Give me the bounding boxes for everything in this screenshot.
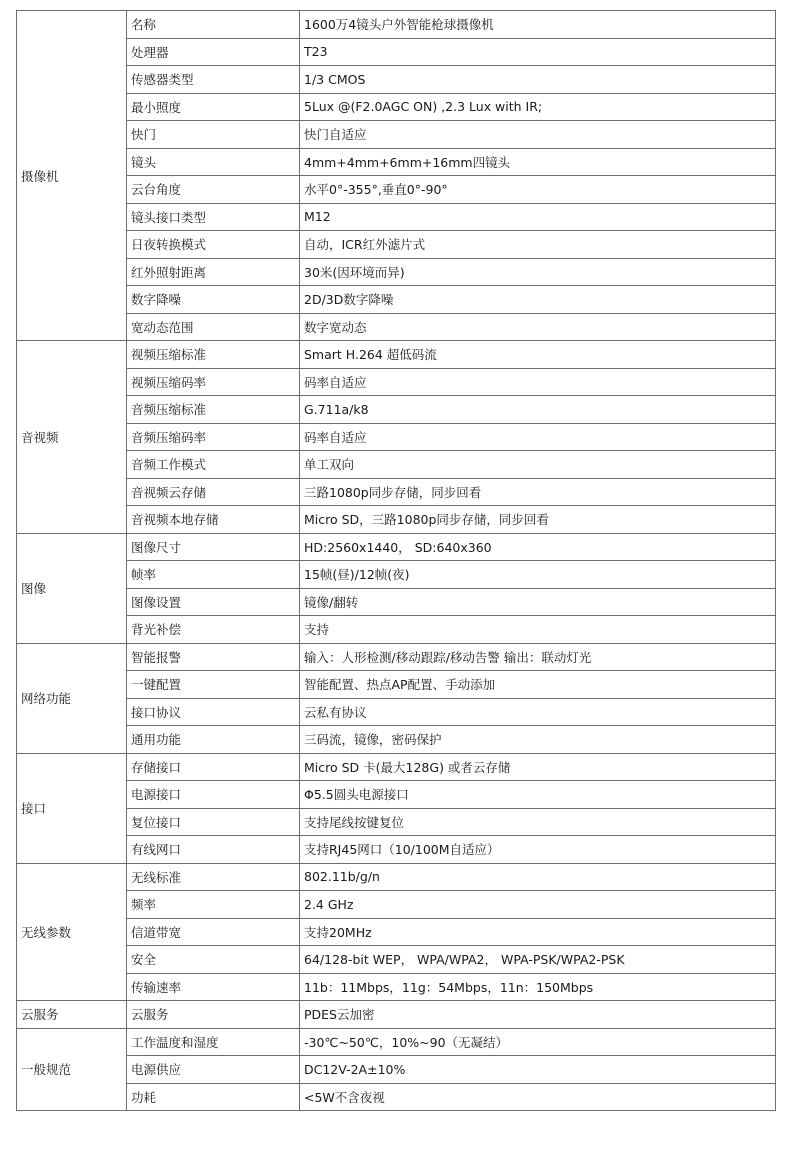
spec-label: 宽动态范围 bbox=[127, 313, 300, 341]
spec-value: T23 bbox=[300, 38, 776, 66]
spec-label: 快门 bbox=[127, 121, 300, 149]
spec-value: 2D/3D数字降噪 bbox=[300, 286, 776, 314]
spec-value: 云私有协议 bbox=[300, 698, 776, 726]
spec-row bbox=[17, 11, 776, 39]
section-category: 摄像机 bbox=[17, 11, 127, 341]
spec-row bbox=[17, 203, 776, 231]
spec-label: 处理器 bbox=[127, 38, 300, 66]
spec-value: 5Lux @(F2.0AGC ON) ,2.3 Lux with IR; bbox=[300, 93, 776, 121]
section-category: 云服务 bbox=[17, 1001, 127, 1029]
spec-value: <5W不含夜视 bbox=[300, 1083, 776, 1111]
spec-row bbox=[17, 726, 776, 754]
spec-value: DC12V-2A±10% bbox=[300, 1056, 776, 1084]
spec-row bbox=[17, 1028, 776, 1056]
spec-row bbox=[17, 176, 776, 204]
spec-value: 1600万4镜头户外智能枪球摄像机 bbox=[300, 11, 776, 39]
spec-label: 红外照射距离 bbox=[127, 258, 300, 286]
spec-value: 支持RJ45网口（10/100M自适应） bbox=[300, 836, 776, 864]
spec-label: 数字降噪 bbox=[127, 286, 300, 314]
spec-row bbox=[17, 231, 776, 259]
spec-value: HD:2560x1440， SD:640x360 bbox=[300, 533, 776, 561]
spec-table bbox=[16, 10, 776, 1111]
spec-row bbox=[17, 313, 776, 341]
spec-label: 传感器类型 bbox=[127, 66, 300, 94]
spec-value: 自动，ICR红外滤片式 bbox=[300, 231, 776, 259]
section-category: 无线参数 bbox=[17, 863, 127, 1001]
spec-label: 音视频本地存储 bbox=[127, 506, 300, 534]
spec-row bbox=[17, 561, 776, 589]
spec-label: 信道带宽 bbox=[127, 918, 300, 946]
spec-value: 单工双向 bbox=[300, 451, 776, 479]
spec-row bbox=[17, 891, 776, 919]
spec-row bbox=[17, 368, 776, 396]
spec-row bbox=[17, 396, 776, 424]
section-category: 音视频 bbox=[17, 341, 127, 534]
spec-row bbox=[17, 808, 776, 836]
spec-row bbox=[17, 698, 776, 726]
spec-row bbox=[17, 258, 776, 286]
spec-row bbox=[17, 836, 776, 864]
spec-value: 输入：人形检测/移动跟踪/移动告警 输出：联动灯光 bbox=[300, 643, 776, 671]
spec-value: 数字宽动态 bbox=[300, 313, 776, 341]
spec-value: Micro SD，三路1080p同步存储，同步回看 bbox=[300, 506, 776, 534]
spec-label: 接口协议 bbox=[127, 698, 300, 726]
spec-row bbox=[17, 121, 776, 149]
spec-row bbox=[17, 753, 776, 781]
spec-value: 快门自适应 bbox=[300, 121, 776, 149]
spec-label: 镜头接口类型 bbox=[127, 203, 300, 231]
spec-row bbox=[17, 863, 776, 891]
spec-value: 15帧(昼)/12帧(夜) bbox=[300, 561, 776, 589]
spec-label: 安全 bbox=[127, 946, 300, 974]
spec-value: 镜像/翻转 bbox=[300, 588, 776, 616]
spec-value: 三路1080p同步存储，同步回看 bbox=[300, 478, 776, 506]
spec-row bbox=[17, 341, 776, 369]
spec-label: 名称 bbox=[127, 11, 300, 39]
spec-label: 频率 bbox=[127, 891, 300, 919]
spec-value: 三码流，镜像，密码保护 bbox=[300, 726, 776, 754]
spec-label: 工作温度和湿度 bbox=[127, 1028, 300, 1056]
spec-row bbox=[17, 451, 776, 479]
spec-row bbox=[17, 671, 776, 699]
spec-row bbox=[17, 973, 776, 1001]
spec-row bbox=[17, 643, 776, 671]
spec-value: -30℃~50℃，10%~90（无凝结） bbox=[300, 1028, 776, 1056]
spec-value: 4mm+4mm+6mm+16mm四镜头 bbox=[300, 148, 776, 176]
spec-row bbox=[17, 66, 776, 94]
spec-label: 智能报警 bbox=[127, 643, 300, 671]
spec-label: 最小照度 bbox=[127, 93, 300, 121]
spec-value: PDES云加密 bbox=[300, 1001, 776, 1029]
spec-label: 日夜转换模式 bbox=[127, 231, 300, 259]
spec-label: 音频压缩标准 bbox=[127, 396, 300, 424]
spec-label: 一键配置 bbox=[127, 671, 300, 699]
spec-row bbox=[17, 1001, 776, 1029]
spec-row bbox=[17, 588, 776, 616]
spec-row bbox=[17, 148, 776, 176]
spec-value: G.711a/k8 bbox=[300, 396, 776, 424]
spec-label: 无线标准 bbox=[127, 863, 300, 891]
spec-row bbox=[17, 1083, 776, 1111]
spec-label: 复位接口 bbox=[127, 808, 300, 836]
spec-value: 支持尾线按键复位 bbox=[300, 808, 776, 836]
spec-label: 电源供应 bbox=[127, 1056, 300, 1084]
spec-value: 码率自适应 bbox=[300, 368, 776, 396]
section-category: 接口 bbox=[17, 753, 127, 863]
spec-label: 视频压缩码率 bbox=[127, 368, 300, 396]
spec-label: 通用功能 bbox=[127, 726, 300, 754]
spec-label: 传输速率 bbox=[127, 973, 300, 1001]
spec-label: 图像设置 bbox=[127, 588, 300, 616]
spec-value: M12 bbox=[300, 203, 776, 231]
spec-row bbox=[17, 616, 776, 644]
spec-row bbox=[17, 286, 776, 314]
spec-label: 云服务 bbox=[127, 1001, 300, 1029]
spec-row bbox=[17, 918, 776, 946]
spec-row bbox=[17, 478, 776, 506]
spec-value: Micro SD 卡(最大128G) 或者云存储 bbox=[300, 753, 776, 781]
spec-row bbox=[17, 423, 776, 451]
spec-value: 11b：11Mbps，11g：54Mbps，11n：150Mbps bbox=[300, 973, 776, 1001]
spec-row bbox=[17, 781, 776, 809]
section-category: 网络功能 bbox=[17, 643, 127, 753]
spec-label: 帧率 bbox=[127, 561, 300, 589]
spec-label: 视频压缩标准 bbox=[127, 341, 300, 369]
spec-value: 30米(因环境而异) bbox=[300, 258, 776, 286]
spec-value: 802.11b/g/n bbox=[300, 863, 776, 891]
section-category: 图像 bbox=[17, 533, 127, 643]
spec-value: 智能配置、热点AP配置、手动添加 bbox=[300, 671, 776, 699]
section-category: 一般规范 bbox=[17, 1028, 127, 1111]
spec-label: 存储接口 bbox=[127, 753, 300, 781]
spec-label: 云台角度 bbox=[127, 176, 300, 204]
spec-label: 有线网口 bbox=[127, 836, 300, 864]
spec-label: 音视频云存储 bbox=[127, 478, 300, 506]
spec-label: 图像尺寸 bbox=[127, 533, 300, 561]
spec-value: 码率自适应 bbox=[300, 423, 776, 451]
spec-value: 支持20MHz bbox=[300, 918, 776, 946]
spec-table-body bbox=[17, 11, 776, 1111]
spec-value: Φ5.5圆头电源接口 bbox=[300, 781, 776, 809]
spec-row bbox=[17, 533, 776, 561]
spec-value: 支持 bbox=[300, 616, 776, 644]
spec-value: 水平0°-355°,垂直0°-90° bbox=[300, 176, 776, 204]
spec-label: 背光补偿 bbox=[127, 616, 300, 644]
spec-label: 电源接口 bbox=[127, 781, 300, 809]
spec-label: 镜头 bbox=[127, 148, 300, 176]
spec-row bbox=[17, 946, 776, 974]
spec-row bbox=[17, 38, 776, 66]
spec-label: 音频工作模式 bbox=[127, 451, 300, 479]
spec-value: 64/128-bit WEP， WPA/WPA2， WPA-PSK/WPA2-PSK bbox=[300, 946, 776, 974]
spec-label: 音频压缩码率 bbox=[127, 423, 300, 451]
spec-label: 功耗 bbox=[127, 1083, 300, 1111]
spec-value: Smart H.264 超低码流 bbox=[300, 341, 776, 369]
spec-row bbox=[17, 1056, 776, 1084]
spec-row bbox=[17, 506, 776, 534]
spec-row bbox=[17, 93, 776, 121]
spec-value: 2.4 GHz bbox=[300, 891, 776, 919]
spec-value: 1/3 CMOS bbox=[300, 66, 776, 94]
